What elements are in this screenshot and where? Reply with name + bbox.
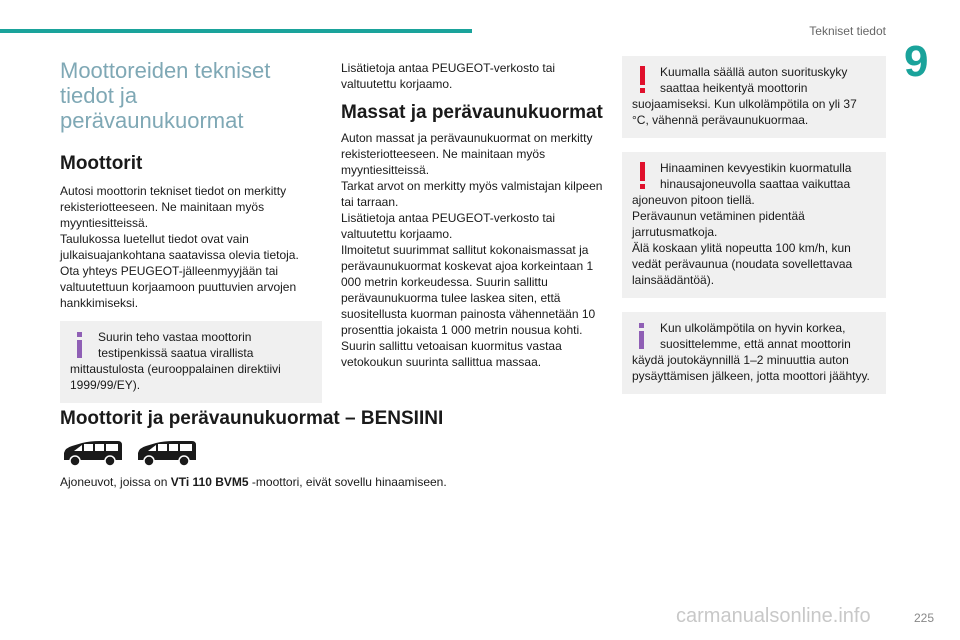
warning-box — [622, 152, 886, 298]
vehicle-icons — [60, 440, 204, 473]
warning-text: Perävaunun vetäminen pidentää jarrutusmatkoja. — [632, 209, 805, 239]
bensiini-note — [60, 474, 447, 490]
van-icon — [60, 440, 124, 468]
note-suffix: -moottori, eivät sovellu hinaamiseen. — [248, 475, 447, 489]
info-text: Kun ulkolämpötila on hyvin korkea, suosittelemme, että annat moottorin käydä joutokäynnillä 1–2 minuuttia auton pysäyttämisen jälkeen, jotta moottori jäähtyy. — [632, 321, 870, 383]
massat-paragraph: Tarkat arvot on merkitty myös valmistajan kilpeen tai tarraan. — [341, 179, 603, 209]
massat-paragraph: Suurin sallittu vetoaisan kuormitus vastaa vetokoukun suurinta sallittua massaa. — [341, 339, 562, 369]
warning-box — [622, 56, 886, 138]
info-text: Suurin teho vastaa moottorin testipenkissä saatua virallista mittaustulosta (eurooppalainen direktiivi 1999/99/EY). — [70, 330, 281, 392]
page-title: Moottoreiden tekniset tiedot ja perävaunukuormat — [60, 58, 271, 133]
massat-intro: Lisätietoja antaa PEUGEOT-verkosto tai valtuutettu korjaamo. — [341, 61, 556, 91]
bensiini-heading: Moottorit ja perävaunukuormat – BENSIINI — [60, 408, 444, 429]
warning-text: Hinaaminen kevyestikin kuormatulla hinausajoneuvolla saattaa vaikuttaa ajoneuvon pitoon tiellä. — [632, 161, 852, 207]
info-icon — [632, 320, 652, 352]
header-accent-bar — [0, 29, 472, 33]
info-icon — [70, 329, 90, 361]
note-prefix: Ajoneuvot, joissa on — [60, 475, 171, 489]
info-box — [622, 312, 886, 394]
warning-icon — [632, 64, 652, 96]
chapter-number: 9 — [904, 37, 929, 86]
moottorit-paragraph: Ota yhteys PEUGEOT-jälleenmyyjään tai valtuutettuun korjaamoon puuttuvien arvojen hankkimiseksi. — [60, 264, 297, 310]
moottorit-paragraph: Autosi moottorin tekniset tiedot on merkitty rekisteriotteeseen. Ne mainitaan myös myyntiesitteissä. — [60, 184, 287, 230]
column-left — [60, 52, 322, 403]
column-right — [622, 56, 886, 408]
watermark: carmanualsonline.info — [676, 605, 871, 627]
page-number: 225 — [913, 611, 934, 625]
van-icon — [134, 440, 198, 468]
warning-icon — [632, 160, 652, 192]
info-box — [60, 321, 322, 403]
header-section-title: Tekniset tiedot — [809, 24, 886, 38]
warning-text: Älä koskaan ylitä nopeutta 100 km/h, kun vedät perävaunua (noudata sovellettavaa lainsäädäntöä). — [632, 241, 853, 287]
warning-text: Kuumalla säällä auton suorituskyky saattaa heikentyä moottorin suojaamiseksi. Kun ulkolämpötila on yli 37 °C, vähennä perävaunukuormaa. — [632, 65, 857, 127]
moottorit-heading: Moottorit — [60, 153, 143, 174]
note-engine: VTi 110 BVM5 — [170, 475, 249, 489]
moottorit-paragraph: Taulukossa luetellut tiedot ovat vain julkaisuajankohtana saatavissa olevia tietoja. — [60, 232, 299, 262]
massat-heading: Massat ja perävaunukuormat — [341, 102, 603, 123]
massat-paragraph: Lisätietoja antaa PEUGEOT-verkosto tai valtuutettu korjaamo. — [341, 211, 556, 241]
column-middle — [341, 60, 603, 370]
massat-paragraph: Ilmoitetut suurimmat sallitut kokonaismassat ja perävaunukuormat koskevat ajoa korkeintaan 1 000 metrin korkeudessa. Suurin sallittu perävaunukuorma tulee laskea siten, että suositellusta kuorman painosta vähennetään 10 prosenttia jokaista 1 000 metrin nousua kohti. — [341, 243, 596, 337]
massat-paragraph: Auton massat ja perävaunukuormat on merkitty rekisteriotteeseen. Ne mainitaan myös myyntiesitteissä. — [341, 131, 593, 177]
